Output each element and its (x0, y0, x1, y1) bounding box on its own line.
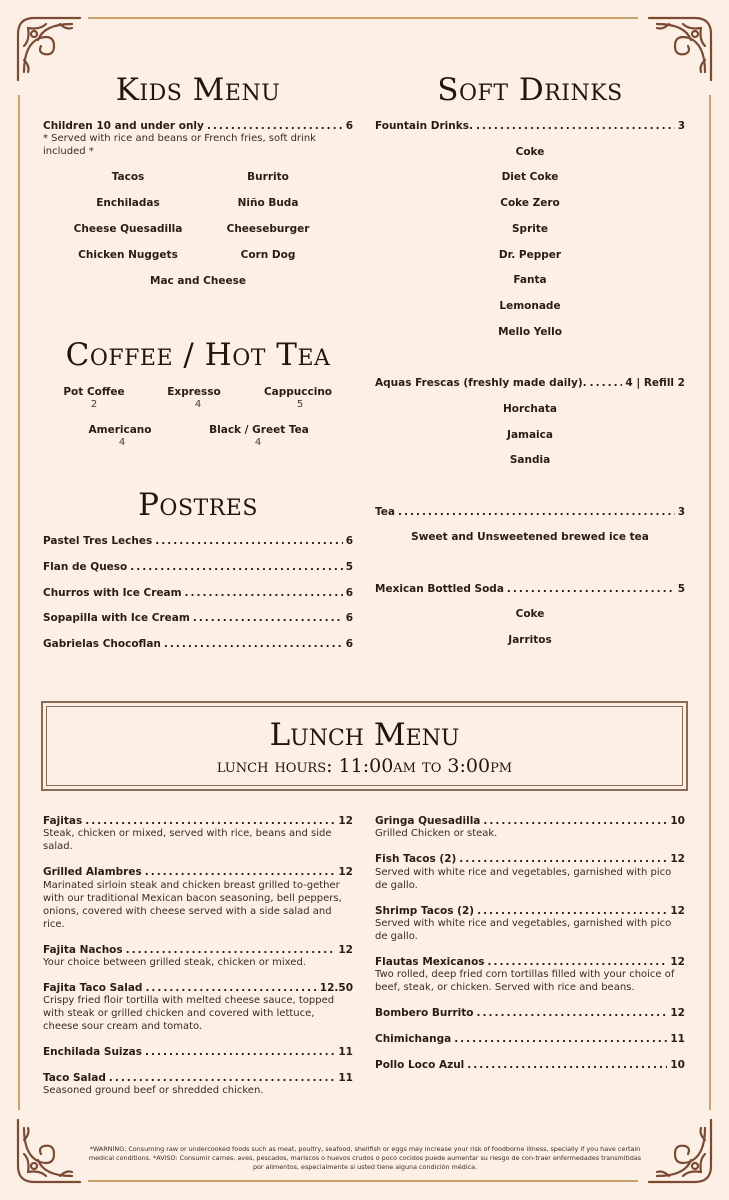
leader-dots (483, 815, 667, 827)
kids-item: Cheeseburger (226, 223, 310, 235)
kids-main-row (43, 120, 353, 132)
lunch-item-description: Served with white rice and vegetables, garnished with pico de gallo. (375, 918, 672, 942)
item-price: 5 (677, 583, 685, 595)
item-price: 12 (670, 1007, 685, 1019)
top-border-line (88, 17, 638, 19)
item-name: Gabrielas Chocoflan (43, 638, 161, 650)
lunch-item-description: Your choice between grilled steak, chicken or mixed. (43, 957, 306, 968)
lunch-menu-heading: Lunch Menu (269, 717, 460, 753)
lunch-item-row (43, 1046, 353, 1058)
item-price: 5 (345, 561, 353, 573)
right-border-line (709, 95, 711, 1110)
coffee-item-name: Expresso (167, 386, 221, 398)
item-name: Fish Tacos (2) (375, 853, 457, 865)
item-name: Mexican Bottled Soda (375, 583, 504, 595)
lunch-item-row (375, 815, 685, 827)
lunch-item-row (375, 1033, 685, 1045)
postres-heading: Postres (138, 487, 258, 523)
item-price: 10 (670, 1059, 685, 1071)
lunch-item-row (375, 956, 685, 968)
item-price: 10 (670, 815, 685, 827)
item-price: 12 (670, 853, 685, 865)
item-name: Taco Salad (43, 1072, 106, 1084)
leader-dots (193, 612, 343, 624)
kids-item: Cheese Quesadilla (73, 223, 183, 235)
leader-dots (126, 944, 336, 956)
leader-dots (145, 982, 316, 994)
item-name: Pollo Loco Azul (375, 1059, 465, 1071)
leader-dots (398, 506, 675, 518)
leader-dots (145, 1046, 335, 1058)
item-name: Flan de Queso (43, 561, 128, 573)
item-name: Churros with Ice Cream (43, 587, 182, 599)
drink-item: Dr. Pepper (498, 249, 562, 261)
coffee-item-price: 5 (296, 399, 304, 410)
drink-item: Coke (515, 608, 545, 620)
leader-dots (477, 905, 667, 917)
item-name: Children 10 and under only (43, 120, 204, 132)
item-price: 3 (677, 506, 685, 518)
leader-dots (85, 815, 335, 827)
item-price: 3 (677, 120, 685, 132)
item-name: Flautas Mexicanos (375, 956, 485, 968)
lunch-item-row (375, 1059, 685, 1071)
item-price: 12 (338, 815, 353, 827)
postre-row (43, 638, 353, 650)
item-price: 4 | Refill 2 (625, 377, 685, 389)
item-name: Sopapilla with Ice Cream (43, 612, 190, 624)
coffee-item-name: Black / Greet Tea (209, 424, 309, 436)
food-safety-warning: *WARNING: Consuming raw or undercooked foods such as meat, poultry, seafood, shellfish or eggs may increase your risk of foodborne illness, specially if you have certain medical conditions. *AVISO: Consumir carnes, aves, pescados, mariscos o huevos crudos o poco cocidos puede aumentar su riesgo de con-traer enfermedades transmitidas por alimentos, especialmente si usted tiene alguna condición médica. (88, 1145, 642, 1171)
lunch-hours: lunch hours: 11:00am to 3:00pm (216, 755, 513, 777)
lunch-item-description: Crispy fried floir tortilla with melted cheese sauce, topped with steak or grilled chicken and covered with lettuce, cheese sour cream and tomato. (43, 995, 335, 1032)
leader-dots (590, 377, 623, 389)
coffee-item-price: 4 (254, 437, 262, 448)
leader-dots (507, 583, 675, 595)
kids-item: Enchiladas (96, 197, 160, 209)
drink-item: Coke Zero (500, 197, 560, 209)
drink-item: Jarritos (508, 634, 552, 646)
item-price: 11 (670, 1033, 685, 1045)
leader-dots (488, 956, 668, 968)
item-name: Fajita Nachos (43, 944, 123, 956)
drink-item: Diet Coke (501, 171, 559, 183)
kids-item: Chicken Nuggets (78, 249, 178, 261)
leader-dots (459, 853, 667, 865)
lunch-item-description: Two rolled, deep fried corn tortillas filled with your choice of beef, steak, or chicken. Served with rice and beans. (375, 969, 675, 993)
item-name: Fajitas (43, 815, 83, 827)
bottled-soda-row (375, 583, 685, 595)
drink-item: Sprite (512, 223, 548, 235)
drink-item: Sandia (509, 454, 551, 466)
item-price: 12 (338, 866, 353, 878)
kids-item: Corn Dog (240, 249, 296, 261)
item-name: Fajita Taco Salad (43, 982, 143, 994)
coffee-item-price: 4 (118, 437, 126, 448)
lunch-item-description: Steak, chicken or mixed, served with rice, beans and side salad. (43, 828, 332, 852)
lunch-item-row (375, 1007, 685, 1019)
drink-item: Lemonade (499, 300, 561, 312)
leader-dots (155, 535, 342, 547)
lunch-item-row (43, 944, 353, 956)
bottom-border-line (88, 1180, 638, 1182)
lunch-item-row (43, 815, 353, 827)
item-name: Gringa Quesadilla (375, 815, 481, 827)
item-name: Bombero Burrito (375, 1007, 474, 1019)
soft-drinks-heading: Soft Drinks (437, 72, 623, 108)
item-price: 6 (345, 587, 353, 599)
leader-dots (185, 587, 343, 599)
kids-item: Tacos (111, 171, 145, 183)
corner-flourish-icon (645, 1116, 715, 1186)
lunch-item-row (43, 866, 353, 878)
leader-dots (164, 638, 343, 650)
coffee-item-name: Americano (88, 424, 152, 436)
leader-dots (145, 866, 336, 878)
tea-description: Sweet and Unsweetened brewed ice tea (411, 531, 649, 543)
item-name: Enchilada Suizas (43, 1046, 142, 1058)
kids-menu-heading: Kids Menu (115, 72, 281, 108)
item-price: 6 (345, 120, 353, 132)
leader-dots (109, 1072, 336, 1084)
item-price: 6 (345, 612, 353, 624)
postre-row (43, 587, 353, 599)
postre-row (43, 612, 353, 624)
item-name: Shrimp Tacos (2) (375, 905, 475, 917)
leader-dots (477, 1007, 668, 1019)
leader-dots (467, 1059, 667, 1071)
item-name: Tea (375, 506, 395, 518)
drink-item: Jamaica (507, 429, 553, 441)
lunch-menu-banner (41, 701, 688, 791)
coffee-item-name: Pot Coffee (63, 386, 125, 398)
item-name: Aquas Frescas (freshly made daily). (375, 377, 587, 389)
lunch-item-description: Marinated sirloin steak and chicken breast grilled to-gether with our traditional Mexican bacon seasoning, bell peppers, onions, covered with cheese served with a side salad and rice. (43, 880, 342, 930)
leader-dots (207, 120, 343, 132)
lunch-item-row (43, 982, 353, 994)
lunch-item-description: Grilled Chicken or steak. (375, 828, 498, 839)
aguas-row (375, 377, 685, 389)
item-price: 6 (345, 535, 353, 547)
item-name: Pastel Tres Leches (43, 535, 153, 547)
coffee-item-price: 2 (90, 399, 98, 410)
left-border-line (18, 95, 20, 1110)
drink-item: Horchata (502, 403, 558, 415)
kids-item: Niño Buda (237, 197, 299, 209)
kids-item: Burrito (247, 171, 289, 183)
lunch-item-row (375, 905, 685, 917)
drink-item: Mello Yello (498, 326, 562, 338)
item-name: Grilled Alambres (43, 866, 142, 878)
item-price: 11 (338, 1046, 353, 1058)
lunch-item-row (43, 1072, 353, 1084)
item-price: 12 (670, 905, 685, 917)
item-price: 12.50 (319, 982, 353, 994)
tea-row (375, 506, 685, 518)
leader-dots (454, 1033, 667, 1045)
postre-row (43, 535, 353, 547)
item-price: 12 (670, 956, 685, 968)
drink-item: Coke (515, 146, 545, 158)
lunch-item-description: Served with white rice and vegetables, garnished with pico de gallo. (375, 867, 672, 891)
item-name: Fountain Drinks. (375, 120, 473, 132)
lunch-item-description: Seasoned ground beef or shredded chicken. (43, 1085, 264, 1096)
kids-item: Mac and Cheese (150, 275, 246, 287)
coffee-item-name: Cappuccino (263, 386, 333, 398)
coffee-item-price: 4 (194, 399, 202, 410)
item-name: Chimichanga (375, 1033, 452, 1045)
coffee-heading: Coffee / Hot Tea (65, 337, 331, 373)
postre-row (43, 561, 353, 573)
lunch-item-row (375, 853, 685, 865)
fountain-row (375, 120, 685, 132)
corner-flourish-icon (14, 1116, 84, 1186)
item-price: 12 (338, 944, 353, 956)
kids-note: * Served with rice and beans or French fries, soft drink included * (43, 133, 316, 157)
item-price: 6 (345, 638, 353, 650)
leader-dots (130, 561, 342, 573)
leader-dots (476, 120, 675, 132)
drink-item: Fanta (513, 274, 547, 286)
item-price: 11 (338, 1072, 353, 1084)
